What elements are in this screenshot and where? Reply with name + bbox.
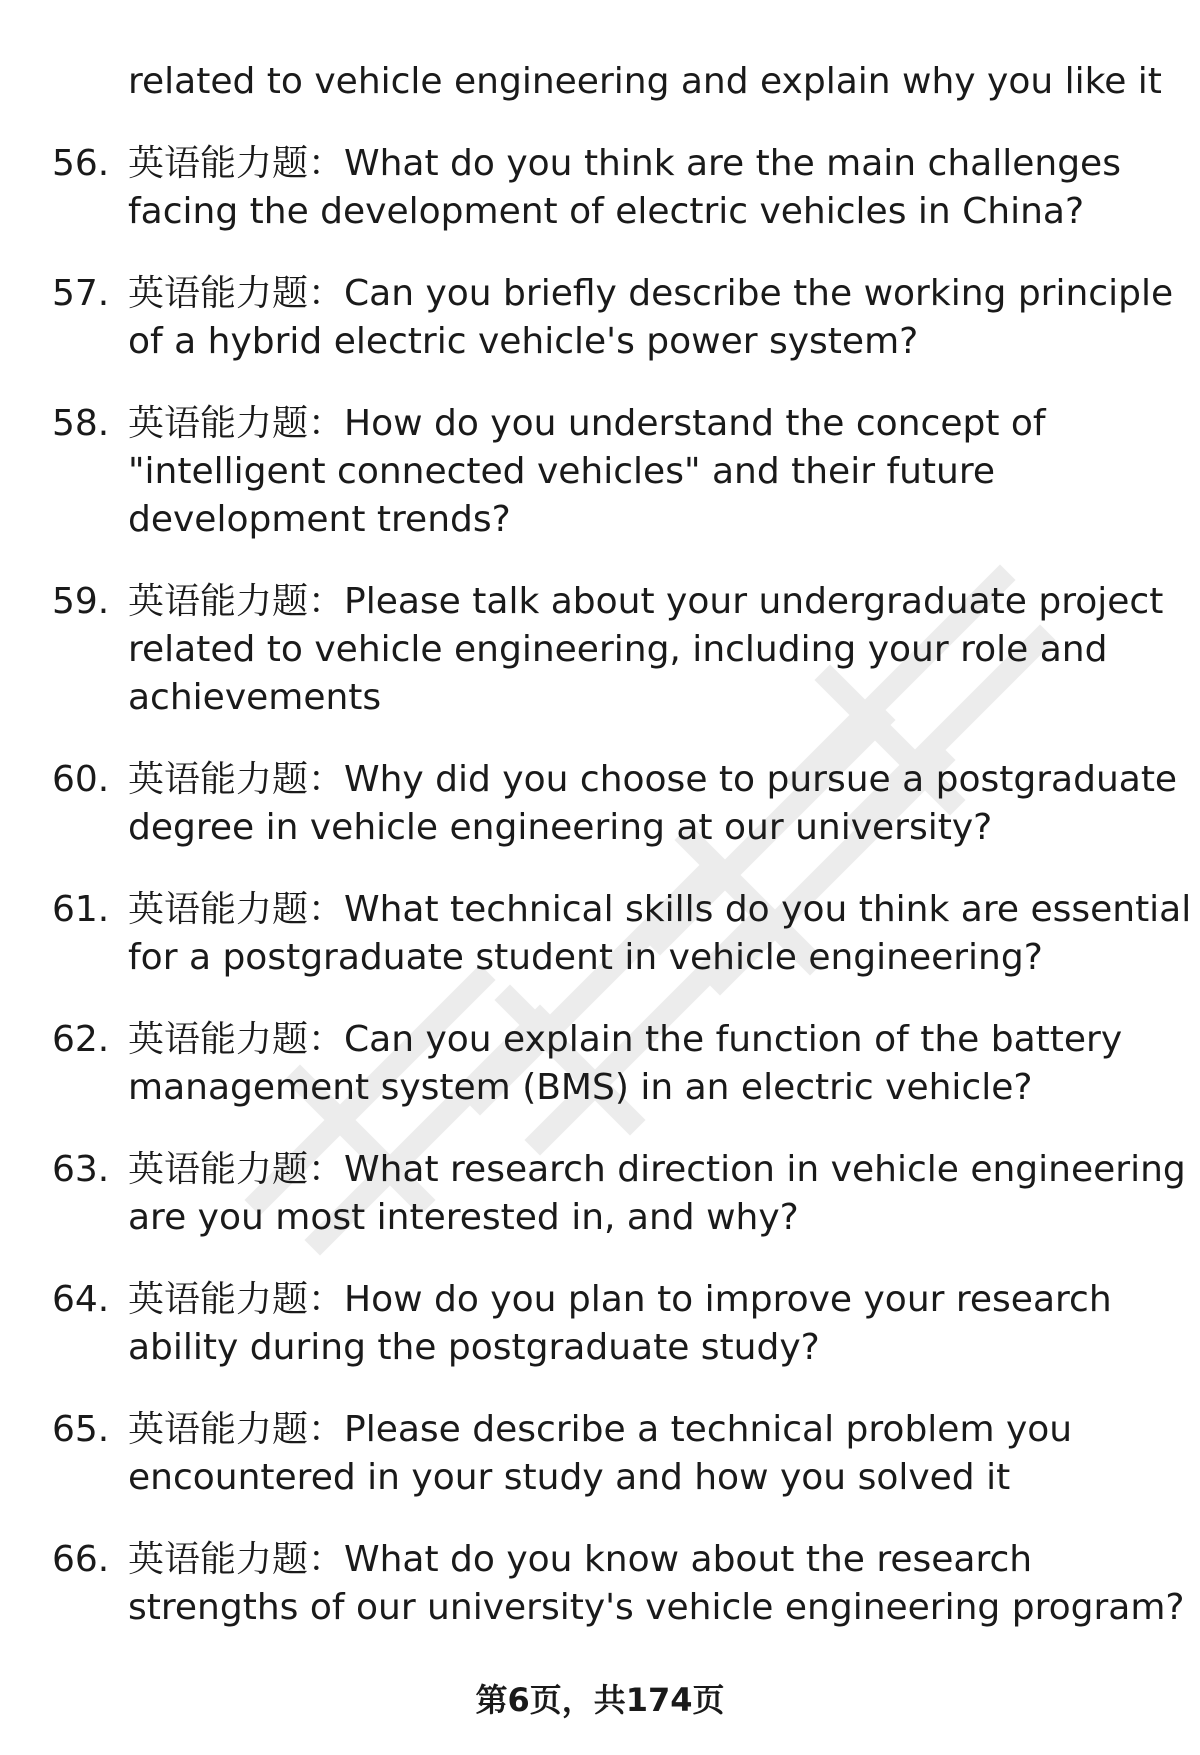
question-text-line: ability during the postgraduate study?: [128, 1327, 820, 1368]
question-list: [0, 140, 1200, 1666]
question-text-line: "intelligent connected vehicles" and their future: [128, 451, 996, 492]
question-number: 62.: [52, 1019, 110, 1060]
question-text: [128, 400, 1168, 544]
question-number: 65.: [52, 1409, 110, 1450]
question-text-line: 英语能力题：What research direction in vehicle engineering: [128, 1149, 1186, 1190]
question-text-line: achievements: [128, 677, 382, 718]
question-text: [128, 1016, 1168, 1112]
question-number: 64.: [52, 1279, 110, 1320]
question-number: 56.: [52, 143, 110, 184]
question-text-line: management system (BMS) in an electric vehicle?: [128, 1067, 1033, 1108]
question-text-line: degree in vehicle engineering at our university?: [128, 807, 993, 848]
question-text-line: 英语能力题：Can you explain the function of the battery: [128, 1019, 1123, 1060]
question-text-line: of a hybrid electric vehicle's power system?: [128, 321, 919, 362]
question-item: [0, 886, 1200, 982]
question-number: 59.: [52, 581, 110, 622]
question-item: [0, 1276, 1200, 1372]
question-text-line: 英语能力题：Why did you choose to pursue a postgraduate: [128, 759, 1178, 800]
question-text-line: for a postgraduate student in vehicle engineering?: [128, 937, 1043, 978]
question-text: [128, 1276, 1168, 1372]
question-item: [0, 578, 1200, 722]
question-number: 57.: [52, 273, 110, 314]
question-item: [0, 756, 1200, 852]
question-item: [0, 1406, 1200, 1502]
question-text: [128, 578, 1168, 722]
question-text: [128, 1536, 1185, 1632]
question-text-line: 英语能力题：Can you briefly describe the working principle: [128, 273, 1174, 314]
question-text: [128, 756, 1178, 852]
question-text-line: 英语能力题：Please talk about your undergraduate project: [128, 581, 1164, 622]
question-text-line: 英语能力题：How do you understand the concept of: [128, 403, 1046, 444]
question-number: 63.: [52, 1149, 110, 1190]
question-text-line: related to vehicle engineering, including your role and: [128, 629, 1108, 670]
question-text-line: 英语能力题：How do you plan to improve your research: [128, 1279, 1112, 1320]
question-item: [0, 270, 1200, 366]
question-text: [128, 1146, 1186, 1242]
question-item: [0, 1146, 1200, 1242]
question-number: 58.: [52, 403, 110, 444]
question-number: 66.: [52, 1539, 110, 1580]
question-text: [128, 140, 1168, 236]
question-item: [0, 1016, 1200, 1112]
question-text-line: 英语能力题：What do you think are the main challenges: [128, 143, 1121, 184]
question-text-line: 英语能力题：Please describe a technical problem you: [128, 1409, 1073, 1450]
page-number-footer: 第6页，共174页: [475, 1681, 725, 1719]
question-text-line: 英语能力题：What technical skills do you think are essential: [128, 889, 1192, 930]
continued-question-text: related to vehicle engineering and explain why you like it: [128, 61, 1162, 102]
question-text-line: development trends?: [128, 499, 511, 540]
question-text-line: 英语能力题：What do you know about the research: [128, 1539, 1033, 1580]
question-text: [128, 1406, 1168, 1502]
question-text-line: strengths of our university's vehicle engineering program?: [128, 1587, 1185, 1628]
question-item: [0, 140, 1200, 236]
question-text: [128, 270, 1174, 366]
question-text-line: encountered in your study and how you solved it: [128, 1457, 1011, 1498]
question-item: [0, 1536, 1200, 1632]
question-text-line: are you most interested in, and why?: [128, 1197, 799, 1238]
question-item: [0, 400, 1200, 544]
question-text-line: facing the development of electric vehicles in China?: [128, 191, 1085, 232]
question-number: 61.: [52, 889, 110, 930]
question-number: 60.: [52, 759, 110, 800]
question-text: [128, 886, 1192, 982]
